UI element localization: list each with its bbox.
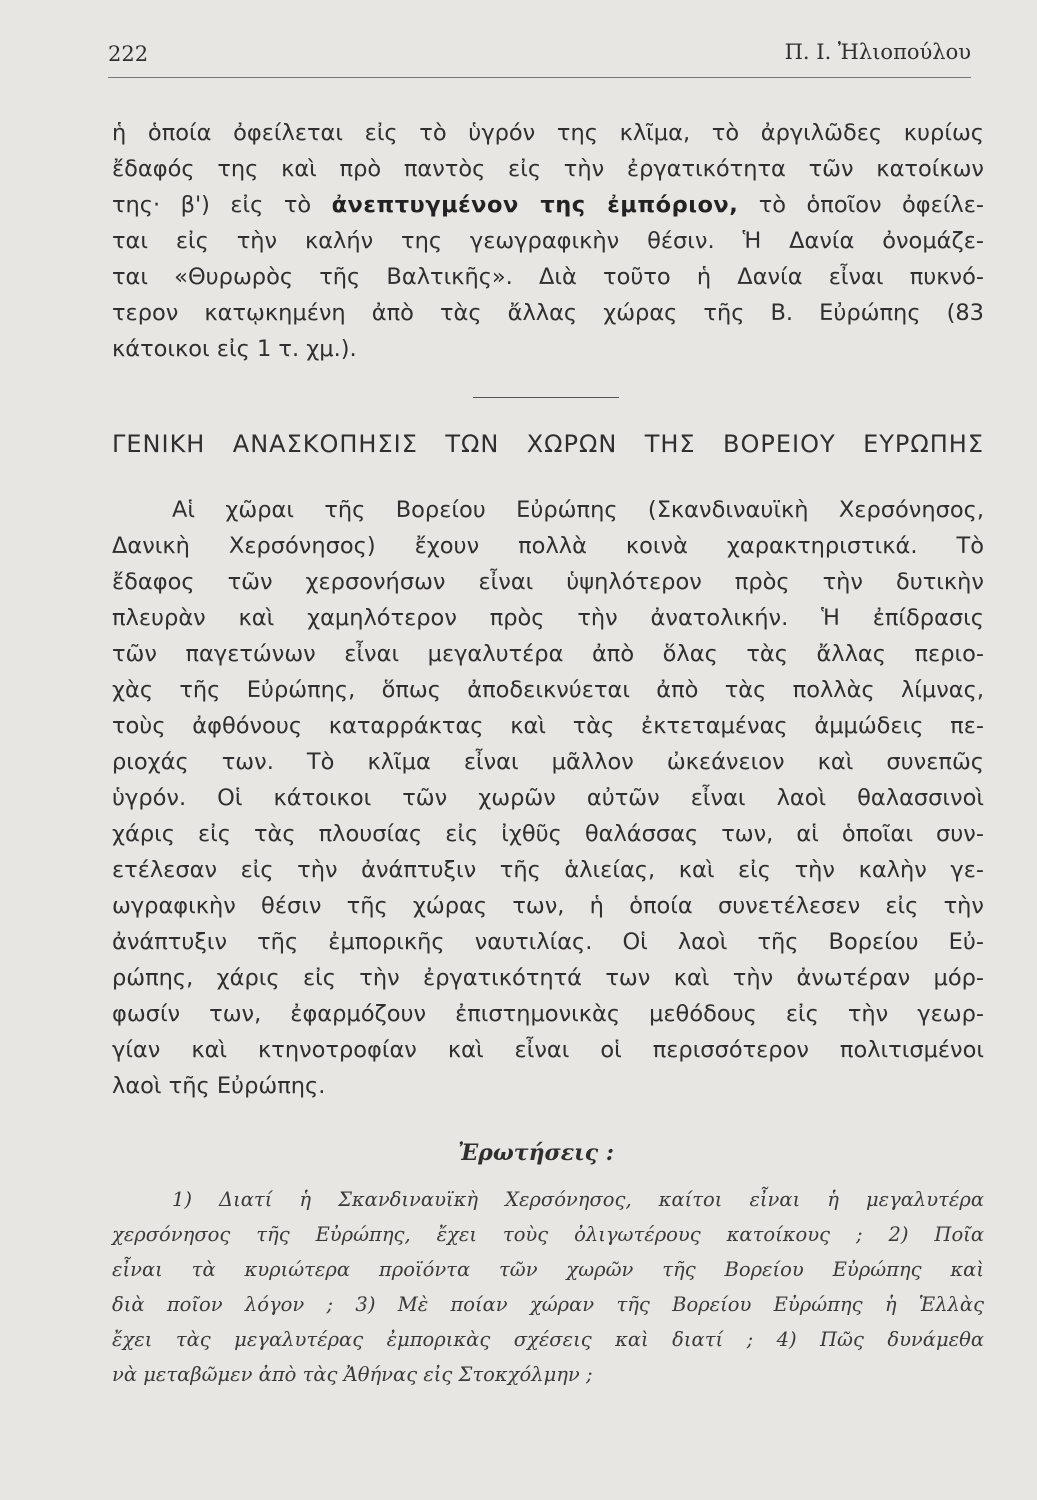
text-line: τῶν παγετώνων εἶναι μεγαλυτέρα ἀπὸ ὅλας τὰς ἄλλας περιο-	[112, 641, 984, 667]
emphasized-phrase: ἀνεπτυγμένον της ἐμπόριον,	[331, 192, 739, 218]
text-line: Δανικὴ Χερσόνησος) ἔχουν πολλὰ κοινὰ χαρακτηριστικά. Τὸ	[112, 533, 984, 559]
text-line: ωγραφικὴν θέσιν τῆς χώρας των, ἡ ὁποία συνετέλεσεν εἰς τὴν	[112, 893, 984, 919]
text-line: ται «Θυρωρὸς τῆς Βαλτικῆς». Διὰ τοῦτο ἡ Δανία εἶναι πυκνό-	[112, 264, 984, 290]
text-line: χάρις εἰς τὰς πλουσίας εἰς ἰχθῦς θαλάσσας των, αἱ ὁποῖαι συν-	[112, 821, 984, 847]
text-line: φωσίν των, ἐφαρμόζουν ἐπιστημονικὰς μεθόδους εἰς τὴν γεωρ-	[112, 1001, 984, 1027]
text-line: ετέλεσαν εἰς τὴν ἀνάπτυξιν τῆς ἁλιείας, καὶ εἰς τὴν καλὴν γε-	[112, 857, 984, 883]
question-line: νὰ μεταβῶμεν ἀπὸ τὰς Ἀθήνας εἰς Στοκχόλμην ;	[112, 1363, 593, 1386]
text-line: χὰς τῆς Εὐρώπης, ὅπως ἀποδεικνύεται ἀπὸ τὰς πολλὰς λίμνας,	[112, 677, 984, 703]
header-rule	[108, 77, 971, 78]
text-line: ται εἰς τὴν καλήν της γεωγραφικὴν θέσιν. Ἡ Δανία ὀνομάζε-	[112, 228, 984, 254]
line-end: τὸ ὁποῖον ὀφείλε-	[758, 192, 984, 218]
text-line: ἔδαφός της καὶ πρὸ παντὸς εἰς τὴν ἐργατικότητα τῶν κατοίκων	[112, 156, 984, 182]
questions-title: Ἐρωτήσεις :	[458, 1140, 614, 1166]
text-line: λαοὶ τῆς Εὐρώπης.	[112, 1073, 326, 1099]
question-line: χερσόνησος τῆς Εὐρώπης, ἔχει τοὺς ὀλιγωτέρους κατοίκους ; 2) Ποῖα	[112, 1223, 984, 1246]
paragraph-overview	[112, 492, 984, 1104]
text-line: τοὺς ἀφθόνους καταρράκτας καὶ τὰς ἐκτεταμένας ἀμμώδεις πε-	[112, 713, 984, 739]
question-line: διὰ ποῖον λόγον ; 3) Μὲ ποίαν χώραν τῆς Βορείου Εὐρώπης ἡ Ἑλλὰς	[112, 1293, 984, 1316]
text-line: ἔδαφος τῶν χερσονήσων εἶναι ὑψηλότερον πρὸς τὴν δυτικὴν	[112, 569, 984, 595]
text-line: ὑγρόν. Οἱ κάτοικοι τῶν χωρῶν αὐτῶν εἶναι λαοὶ θαλασσινοὶ	[112, 785, 984, 811]
question-line: εἶναι τὰ κυριώτερα προϊόντα τῶν χωρῶν τῆς Βορείου Εὐρώπης καὶ	[112, 1258, 984, 1281]
text-line-emphasis	[112, 187, 984, 223]
line-start: της· β') εἰς τὸ	[112, 192, 312, 218]
text-line: πλευρὰν καὶ χαμηλότερον πρὸς τὴν ἀνατολικήν. Ἡ ἐπίδρασις	[112, 605, 984, 631]
question-line: ἔχει τὰς μεγαλυτέρας ἐμπορικὰς σχέσεις καὶ διατί ; 4) Πῶς δυνάμεθα	[112, 1328, 984, 1351]
text-line: Αἱ χῶραι τῆς Βορείου Εὐρώπης (Σκανδιναυϊκὴ Χερσόνησος,	[172, 497, 984, 523]
page-header	[108, 38, 971, 78]
running-head: Π. Ι. Ἠλιοπούλου	[784, 40, 971, 64]
text-line: ρώπης, χάρις εἰς τὴν ἐργατικότητά των καὶ τὴν ἀνωτέραν μόρ-	[112, 965, 984, 991]
page-number: 222	[108, 42, 149, 66]
text-line: τερον κατῳκημένη ἀπὸ τὰς ἄλλας χώρας τῆς Β. Εὐρώπης (83	[112, 300, 984, 326]
text-line: ἀνάπτυξιν τῆς ἐμπορικῆς ναυτιλίας. Οἱ λαοὶ τῆς Βορείου Εὐ-	[112, 929, 984, 955]
text-line: ἡ ὁποία ὀφείλεται εἰς τὸ ὑγρόν της κλῖμα, τὸ ἀργιλῶδες κυρίως	[112, 120, 984, 146]
paragraph-intro	[112, 115, 984, 367]
section-separator	[473, 397, 619, 398]
section-heading: ΓΕΝΙΚΗ ΑΝΑΣΚΟΠΗΣΙΣ ΤΩΝ ΧΩΡΩΝ ΤΗΣ ΒΟΡΕΙΟΥ ΕΥΡΩΠΗΣ	[112, 430, 984, 458]
questions-block	[112, 1182, 984, 1392]
question-line: 1) Διατί ἡ Σκανδιναυϊκὴ Χερσόνησος, καίτοι εἶναι ἡ μεγαλυτέρα	[172, 1188, 984, 1211]
text-line: ριοχάς των. Τὸ κλῖμα εἶναι μᾶλλον ὠκεάνειον καὶ συνεπῶς	[112, 749, 984, 775]
text-line: κάτοικοι εἰς 1 τ. χμ.).	[112, 336, 357, 362]
text-line: γίαν καὶ κτηνοτροφίαν καὶ εἶναι οἱ περισσότερον πολιτισμένοι	[112, 1037, 984, 1063]
